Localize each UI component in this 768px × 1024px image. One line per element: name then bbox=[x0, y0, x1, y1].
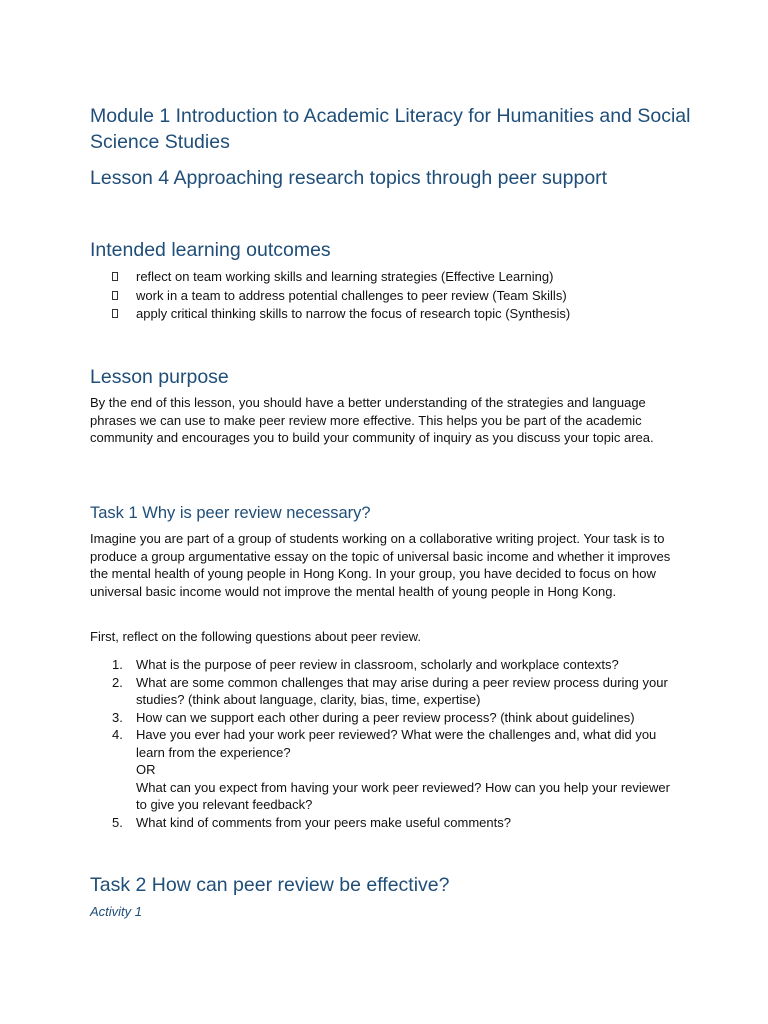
list-item bbox=[110, 726, 670, 814]
list-item bbox=[110, 656, 670, 674]
activity-label: Activity 1 bbox=[90, 904, 143, 919]
task1-instruction: First, reflect on the following questions about peer review. bbox=[90, 629, 421, 644]
list-item bbox=[110, 709, 670, 727]
purpose-text: By the end of this lesson, you should have a better understanding of the strategies and language phrases we can use to make peer review more effective. This helps you be part of the academic community and encourages you to build your community of inquiry as you discuss your topic area. bbox=[90, 395, 654, 445]
question-text: What are some common challenges that may arise during a peer review process during your studies? (think about language, clarity, bias, time, expertise) bbox=[136, 674, 668, 707]
list-item bbox=[110, 814, 670, 832]
question-alt-text: What can you expect from having your work peer reviewed? How can you help your reviewer to give you relevant feedback? bbox=[136, 779, 670, 812]
lesson-title: Lesson 4 Approaching research topics through peer support bbox=[90, 167, 608, 189]
question-text: How can we support each other during a peer review process? (think about guidelines) bbox=[136, 709, 635, 725]
outcome-text: reflect on team working skills and learning strategies (Effective Learning) bbox=[136, 269, 554, 284]
item-number: 1. bbox=[112, 657, 123, 672]
outcome-text: work in a team to address potential challenges to peer review (Team Skills) bbox=[136, 287, 567, 303]
outcome-text: apply critical thinking skills to narrow the focus of research topic (Synthesis) bbox=[136, 306, 571, 321]
list-item bbox=[110, 305, 570, 324]
purpose-heading: Lesson purpose bbox=[90, 366, 229, 388]
item-number: 3. bbox=[112, 709, 123, 725]
bullet-box-icon bbox=[112, 309, 118, 318]
item-number: 4. bbox=[112, 727, 123, 742]
bullet-box-icon bbox=[112, 291, 118, 300]
task1-heading: Task 1 Why is peer review necessary? bbox=[90, 504, 371, 522]
task2-heading: Task 2 How can peer review be effective? bbox=[90, 874, 450, 896]
question-text: Have you ever had your work peer reviewed? What were the challenges and, what did you learn from the experience? bbox=[136, 727, 657, 760]
question-text: What is the purpose of peer review in classroom, scholarly and workplace contexts? bbox=[136, 657, 619, 672]
list-item bbox=[110, 287, 570, 306]
item-number: 5. bbox=[112, 814, 123, 830]
questions-list bbox=[110, 656, 670, 831]
list-item bbox=[110, 674, 670, 709]
task1-intro: Imagine you are part of a group of students working on a collaborative writing project. Your task is to produce a group argumentative essay on the topic of universal basic income and whether it improves the mental health of young people in Hong Kong. In your group, you have decided to focus on how universal basic income would not improve the mental health of young people in Hong Kong. bbox=[90, 531, 671, 599]
outcomes-heading: Intended learning outcomes bbox=[90, 239, 331, 261]
item-number: 2. bbox=[112, 674, 123, 690]
module-title: Module 1 Introduction to Academic Literacy for Humanities and Social Science Studies bbox=[90, 105, 691, 153]
bullet-box-icon bbox=[112, 272, 118, 281]
or-separator: OR bbox=[136, 762, 156, 777]
question-text: What kind of comments from your peers make useful comments? bbox=[136, 814, 511, 830]
list-item bbox=[110, 268, 570, 287]
outcomes-list bbox=[110, 268, 570, 324]
